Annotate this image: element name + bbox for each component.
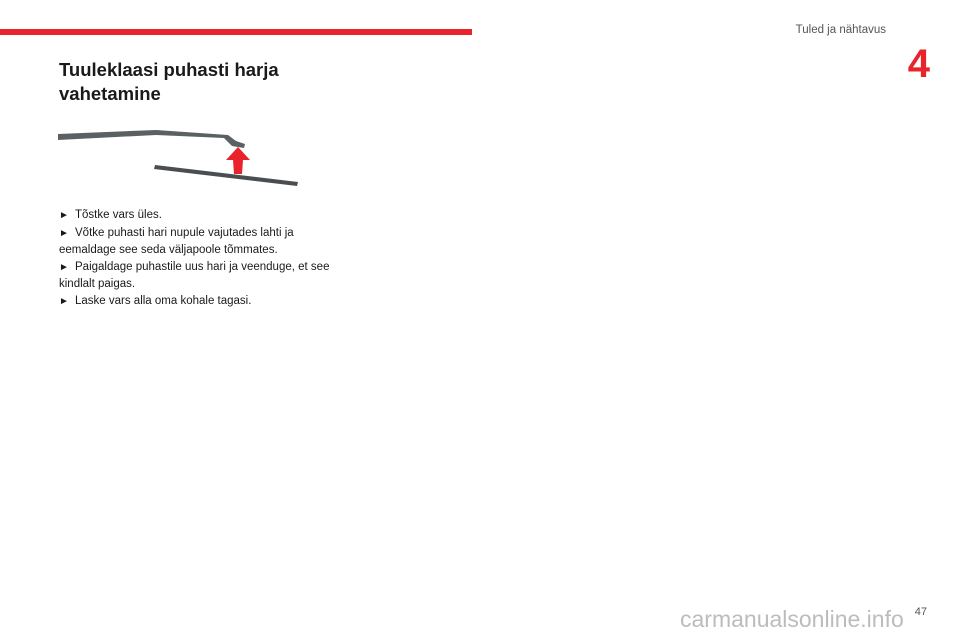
list-item: ► Paigaldage puhastile uus hari ja veenduge, et see kindlalt paigas. xyxy=(59,261,330,290)
bullet-arrow-icon: ► xyxy=(59,262,69,273)
bullet-arrow-icon: ► xyxy=(59,296,69,307)
watermark: carmanualsonline.info xyxy=(680,606,904,632)
list-item: ► Laske vars alla oma kohale tagasi. xyxy=(59,293,334,310)
list-item: ► Tõstke vars üles. xyxy=(59,207,334,224)
bullet-arrow-icon: ► xyxy=(59,210,69,221)
page-number: 47 xyxy=(914,606,927,618)
page-heading: Tuuleklaasi puhasti harja vahetamine xyxy=(59,59,279,104)
wiper-arm-lift-arrow-icon xyxy=(56,124,306,192)
wiper-blade xyxy=(154,165,298,186)
list-item: ► Võtke puhasti hari nupule vajutades lahti ja eemaldage see seda väljapoole tõmmates. xyxy=(59,227,294,256)
header-accent-bar xyxy=(0,29,472,35)
bullet-arrow-icon: ► xyxy=(59,228,69,239)
chapter-number: 4 xyxy=(907,42,930,86)
wiper-arm xyxy=(58,130,245,148)
section-title: Tuled ja nähtavus xyxy=(795,24,886,36)
instruction-list xyxy=(59,207,334,311)
lift-arrow xyxy=(226,147,250,174)
